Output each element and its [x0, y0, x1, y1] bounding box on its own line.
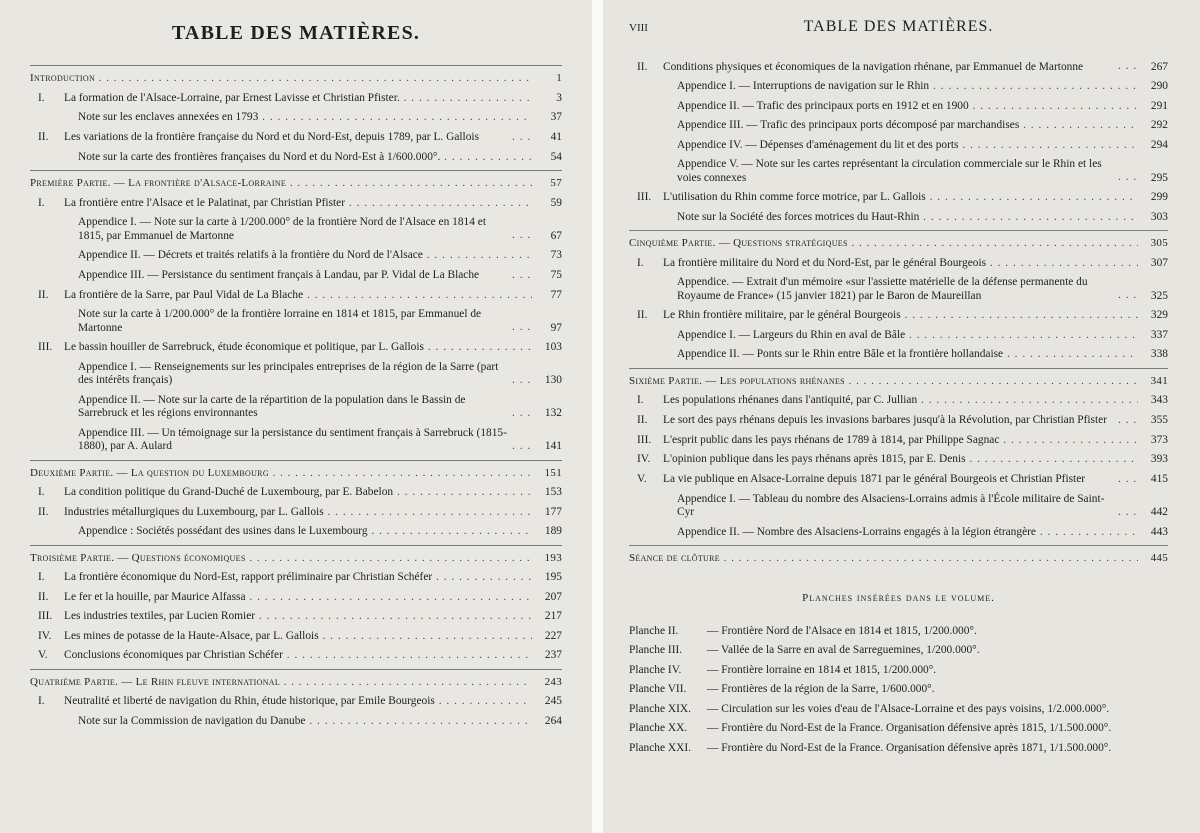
toc-page-number: 295 — [1150, 171, 1168, 184]
toc-entry-text: Appendice III. — Trafic des principaux ports décomposé par marchandises . . . — [677, 119, 1138, 133]
dot-leader — [1118, 414, 1138, 428]
toc-entry-number: I. — [38, 91, 45, 104]
toc-entry — [30, 341, 562, 355]
toc-entry-text: Note sur la Société des forces motrices du Haut-Rhin . . . — [677, 211, 1138, 225]
toc-entry-number: II. — [38, 590, 49, 603]
toc-entry — [30, 695, 562, 709]
section-divider — [629, 230, 1168, 231]
toc-entry-text: Note sur la carte des frontières françaises du Nord et du Nord-Est à 1/600.000°. . . . — [78, 151, 532, 165]
page-header — [629, 0, 1168, 60]
toc-page-number: 57 — [550, 177, 562, 189]
toc-entry-text: La vie publique en Alsace-Lorraine depuis 1871 par le général Bourgeois et Christian Pfister — [663, 473, 1086, 485]
planche-description: — Frontière lorraine en 1814 et 1815, 1/200.000°. — [707, 663, 937, 676]
toc-entry-text: Appendice II. — Ponts sur le Rhin entre Bâle et la frontière hollandaise . . . — [677, 348, 1138, 362]
toc-entry-text: La formation de l'Alsace-Lorraine, par Ernest Lavisse et Christian Pfister. . . . — [64, 92, 532, 106]
planche-item — [629, 739, 1168, 759]
toc-entry-number: I. — [637, 394, 644, 406]
toc-entry-text: Appendice : Sociétés possédant des usines dans le Luxembourg . . . — [78, 525, 532, 539]
toc-entry — [629, 257, 1168, 271]
dot-leader — [512, 131, 532, 145]
page-title: TABLE DES MATIÈRES. — [171, 22, 421, 44]
toc-entry-number: I. — [38, 571, 45, 583]
dot-leader — [1118, 473, 1138, 487]
dot-leader — [512, 407, 532, 421]
toc-page-number: 264 — [544, 714, 562, 727]
toc-entry-text: Le sort des pays rhénans depuis les invasions barbares jusqu'à la Révolution, par Christian Pfister — [663, 414, 1107, 426]
toc-list — [629, 60, 1168, 566]
dot-leader — [1118, 506, 1138, 520]
toc-page-number: 195 — [544, 571, 562, 583]
toc-entry-text: Première Partie. — La frontière d'Alsace-Lorraine . . . — [30, 177, 532, 191]
toc-entry — [30, 92, 562, 106]
toc-entry-number: II. — [637, 309, 648, 321]
planche-name: Planche XX. — [629, 722, 688, 734]
dot-leader — [1118, 289, 1138, 303]
dot-leader — [512, 440, 532, 454]
toc-entry-text: Introduction . . . — [30, 72, 532, 86]
planches-list — [629, 622, 1168, 759]
toc-page-number: 305 — [1150, 237, 1168, 249]
toc-entry — [629, 453, 1168, 467]
toc-page-number: 355 — [1150, 414, 1168, 426]
toc-subentry — [30, 427, 562, 454]
toc-page-number: 237 — [544, 649, 562, 661]
toc-entry-number: I. — [38, 695, 45, 707]
toc-subentry — [629, 158, 1168, 185]
toc-entry — [629, 414, 1168, 428]
toc-page-number: 227 — [544, 629, 562, 642]
toc-entry-text: Quatrième Partie. — Le Rhin fleuve international . . . — [30, 676, 532, 690]
toc-entry-number: II. — [637, 60, 648, 73]
planche-name: Planche VII. — [629, 683, 687, 695]
toc-entry-text: Appendice III. — Un témoignage sur la persistance du sentiment français à Sarrebruck (1815-1880), par A. Aulard — [78, 426, 507, 452]
toc-entry-text: Neutralité et liberté de navigation du Rhin, étude historique, par Emile Bourgeois . . . — [64, 695, 532, 709]
toc-part-heading — [30, 552, 562, 566]
toc-page-number: 373 — [1150, 433, 1168, 446]
toc-entry-text: Les mines de potasse de la Haute-Alsace, par L. Gallois . . . — [64, 630, 532, 644]
toc-entry-number: V. — [38, 649, 48, 661]
toc-entry — [629, 191, 1168, 205]
toc-page-number: 267 — [1150, 60, 1168, 73]
toc-page-number: 132 — [544, 407, 562, 419]
toc-page-number: 37 — [550, 111, 562, 123]
toc-entry — [629, 60, 1168, 74]
toc-entry-text: Cinquième Partie. — Questions stratégiques . . . — [629, 237, 1138, 251]
toc-entry-number: I. — [38, 486, 45, 498]
toc-entry-number: II. — [38, 131, 49, 143]
toc-entry-text: Conditions physiques et économiques de la navigation rhénane, par Emmanuel de Martonne — [663, 60, 1084, 73]
toc-part-heading — [629, 375, 1168, 389]
toc-page-number: 77 — [550, 288, 562, 301]
toc-entry — [30, 289, 562, 303]
toc-entry-text: Appendice I. — Tableau du nombre des Alsaciens-Lorrains admis à l'École militaire de Saint-Cyr — [677, 492, 1105, 518]
toc-page-number: 307 — [1150, 256, 1168, 269]
planche-description: — Frontière du Nord-Est de la France. Organisation défensive après 1815, 1/1.500.000°. — [707, 722, 1112, 734]
toc-entry-text: Appendice I. — Note sur la carte à 1/200.000° de la frontière Nord de l'Alsace en 1814 et 1815, par Emmanuel de Martonne — [78, 216, 486, 242]
toc-page-number: 41 — [550, 131, 562, 143]
planche-item — [629, 719, 1168, 739]
toc-page-number: 245 — [544, 695, 562, 707]
toc-page-number: 217 — [544, 610, 562, 622]
toc-subentry — [30, 151, 562, 165]
toc-page-number: 299 — [1150, 191, 1168, 203]
toc-subentry — [30, 269, 562, 283]
toc-page-number: 442 — [1150, 506, 1168, 518]
toc-subentry — [30, 111, 562, 125]
toc-entry-text: Séance de clôture . . . — [629, 552, 1138, 566]
toc-page-number: 445 — [1150, 552, 1168, 564]
toc-entry — [30, 486, 562, 500]
toc-part-heading — [629, 237, 1168, 251]
toc-entry-text: Appendice II. — Trafic des principaux ports en 1912 et en 1900 . . . — [677, 100, 1138, 114]
toc-page-number: 291 — [1150, 99, 1168, 112]
toc-page-number: 130 — [544, 374, 562, 386]
toc-page-number: 294 — [1150, 138, 1168, 151]
toc-entry-number: III. — [637, 433, 652, 446]
toc-page-number: 75 — [550, 269, 562, 281]
toc-subentry — [629, 100, 1168, 114]
toc-entry-text: Appendice. — Extrait d'un mémoire «sur l'assiette matérielle de la défense permanente du Royaume de France» (15 janvier 1821) par le Baron de Maureillan — [677, 276, 1088, 302]
toc-entry-text: Conclusions économiques par Christian Schéfer . . . — [64, 649, 532, 663]
toc-entry-text: Note sur les enclaves annexées en 1793 . . . — [78, 111, 532, 125]
planche-item — [629, 680, 1168, 700]
toc-entry-text: Note sur la carte à 1/200.000° de la frontière lorraine en 1814 et 1815, par Emmanuel de Martonne — [78, 308, 482, 334]
toc-entry-text: Appendice I. — Largeurs du Rhin en aval de Bâle . . . — [677, 329, 1138, 343]
planche-item — [629, 641, 1168, 661]
toc-entry — [629, 473, 1168, 487]
toc-entry-text: Appendice II. — Décrets et traités relatifs à la frontière du Nord de l'Alsace . . . — [78, 249, 532, 263]
toc-entry — [30, 131, 562, 145]
toc-page-number: 341 — [1150, 374, 1168, 387]
dot-leader — [512, 229, 532, 243]
toc-subentry — [30, 249, 562, 263]
planche-item — [629, 661, 1168, 681]
toc-entry — [30, 197, 562, 211]
toc-entry — [30, 506, 562, 520]
planche-name: Planche XXI. — [629, 741, 691, 754]
toc-page-number: 97 — [550, 321, 562, 334]
toc-page-number: 443 — [1150, 525, 1168, 538]
toc-page-number: 73 — [550, 249, 562, 261]
toc-entry — [30, 610, 562, 624]
page-gutter — [592, 0, 603, 833]
planche-name: Planche II. — [629, 624, 679, 637]
toc-entry-text: Appendice V. — Note sur les cartes représentant la circulation commerciale sur le Rhin et les voies connexes — [677, 158, 1102, 184]
toc-entry-text: Appendice II. — Note sur la carte de la répartition de la population dans le Bassin de Sarrebruck et les régions environnantes — [78, 393, 466, 419]
page-title: TABLE DES MATIÈRES. — [803, 18, 994, 35]
planches-heading: Planches insérées dans le volume. — [802, 591, 995, 604]
toc-entry-number: I. — [637, 256, 644, 269]
toc-entry-text: L'esprit public dans les pays rhénans de 1789 à 1814, par Philippe Sagnac . . . — [663, 434, 1138, 448]
section-divider — [629, 545, 1168, 546]
toc-subentry — [629, 526, 1168, 540]
toc-subentry — [629, 211, 1168, 225]
toc-page-number: 1 — [556, 72, 562, 84]
toc-entry-number: V. — [637, 473, 647, 485]
left-page — [0, 0, 592, 833]
toc-subentry — [629, 348, 1168, 362]
toc-entry-text: Deuxième Partie. — La question du Luxembourg . . . — [30, 467, 532, 481]
toc-entry — [30, 630, 562, 644]
toc-entry-text: Les populations rhénanes dans l'antiquité, par C. Jullian . . . — [663, 394, 1138, 408]
toc-subentry — [30, 525, 562, 539]
toc-entry — [629, 309, 1168, 323]
toc-page-number: 393 — [1150, 453, 1168, 465]
toc-page-number: 141 — [544, 440, 562, 452]
toc-entry-number: IV. — [637, 453, 651, 465]
toc-entry-text: Appendice I. — Interruptions de navigation sur le Rhin . . . — [677, 80, 1138, 94]
page-header — [30, 0, 562, 60]
toc-entry-number: III. — [637, 191, 652, 203]
toc-entry — [30, 591, 562, 605]
right-page — [603, 0, 1200, 833]
toc-page-number: 177 — [544, 505, 562, 518]
section-divider — [30, 545, 562, 546]
toc-entry-text: La condition politique du Grand-Duché de Luxembourg, par E. Babelon . . . — [64, 486, 532, 500]
toc-part-heading — [30, 467, 562, 481]
toc-page-number: 3 — [556, 91, 562, 104]
toc-subentry — [30, 308, 562, 335]
toc-entry — [629, 394, 1168, 408]
toc-entry-text: Les variations de la frontière française du Nord et du Nord-Est, depuis 1789, par L. Gallois — [64, 131, 480, 143]
toc-subentry — [629, 493, 1168, 520]
toc-page-number: 338 — [1150, 348, 1168, 360]
toc-entry-text: Appendice I. — Renseignements sur les principales entreprises de la région de la Sarre (part des intérêts français) — [78, 360, 499, 386]
dot-leader — [512, 269, 532, 283]
planche-name: Planche III. — [629, 644, 683, 656]
toc-entry-text: Sixième Partie. — Les populations rhénanes . . . — [629, 375, 1138, 389]
toc-page-number: 303 — [1150, 210, 1168, 223]
toc-part-heading — [629, 552, 1168, 566]
toc-entry-text: Note sur la Commission de navigation du Danube . . . — [78, 715, 532, 729]
toc-page-number: 329 — [1150, 309, 1168, 321]
toc-subentry — [30, 216, 562, 243]
toc-entry-text: Le fer et la houille, par Maurice Alfassa . . . — [64, 591, 532, 605]
toc-part-heading — [30, 177, 562, 191]
toc-entry-number: III. — [38, 610, 53, 622]
toc-entry — [30, 649, 562, 663]
section-divider — [30, 65, 562, 66]
toc-part-heading — [30, 676, 562, 690]
toc-page-number: 415 — [1150, 473, 1168, 485]
toc-page-number: 151 — [544, 466, 562, 479]
toc-page-number: 290 — [1150, 80, 1168, 92]
toc-entry-text: Troisième Partie. — Questions économiques . . . — [30, 552, 532, 566]
page-number: VIII — [629, 22, 648, 34]
toc-part-heading — [30, 72, 562, 86]
toc-entry-text: Appendice IV. — Dépenses d'aménagement du lit et des ports . . . — [677, 139, 1138, 153]
toc-entry-text: La frontière militaire du Nord et du Nord-Est, par le général Bourgeois . . . — [663, 257, 1138, 271]
toc-page-number: 54 — [550, 150, 562, 163]
toc-entry-text: Industries métallurgiques du Luxembourg, par L. Gallois . . . — [64, 506, 532, 520]
toc-subentry — [629, 139, 1168, 153]
toc-list — [30, 65, 562, 728]
dot-leader — [1118, 171, 1138, 185]
planche-name: Planche XIX. — [629, 702, 691, 715]
section-divider — [30, 460, 562, 461]
toc-page-number: 193 — [544, 551, 562, 564]
toc-entry-text: L'opinion publique dans les pays rhénans après 1815, par E. Denis . . . — [663, 453, 1138, 467]
toc-entry-number: II. — [38, 505, 49, 518]
dot-leader — [1118, 60, 1138, 74]
toc-entry-number: II. — [38, 288, 49, 301]
toc-page-number: 67 — [550, 229, 562, 242]
planche-description: — Frontière du Nord-Est de la France. Organisation défensive après 1871, 1/1.500.000°. — [707, 741, 1112, 754]
toc-subentry — [30, 361, 562, 388]
toc-entry-text: Le bassin houiller de Sarrebruck, étude économique et politique, par L. Gallois . . . — [64, 341, 532, 355]
toc-page-number: 292 — [1150, 119, 1168, 131]
toc-entry — [30, 571, 562, 585]
toc-subentry — [629, 329, 1168, 343]
toc-entry-text: L'utilisation du Rhin comme force motrice, par L. Gallois . . . — [663, 191, 1138, 205]
section-divider — [30, 170, 562, 171]
toc-subentry — [30, 715, 562, 729]
toc-subentry — [629, 119, 1168, 133]
section-divider — [30, 669, 562, 670]
toc-entry-number: III. — [38, 341, 53, 353]
toc-page-number: 103 — [544, 341, 562, 353]
planche-item — [629, 700, 1168, 720]
toc-entry-text: La frontière entre l'Alsace et le Palatinat, par Christian Pfister . . . — [64, 197, 532, 211]
toc-entry — [629, 434, 1168, 448]
toc-page-number: 59 — [550, 196, 562, 209]
toc-subentry — [30, 394, 562, 421]
toc-entry-number: I. — [38, 196, 45, 209]
toc-entry-text: Appendice II. — Nombre des Alsaciens-Lorrains engagés à la légion étrangère . . . — [677, 526, 1138, 540]
toc-entry-text: La frontière de la Sarre, par Paul Vidal de La Blache . . . — [64, 289, 532, 303]
toc-page-number: 189 — [544, 525, 562, 537]
toc-entry-text: La frontière économique du Nord-Est, rapport préliminaire par Christian Schéfer . . . — [64, 571, 532, 585]
toc-entry-number: II. — [637, 414, 648, 426]
toc-entry-text: Appendice III. — Persistance du sentiment français à Landau, par P. Vidal de La Blache — [78, 269, 480, 281]
toc-entry-text: Les industries textiles, par Lucien Romier . . . — [64, 610, 532, 624]
planche-description: — Circulation sur les voies d'eau de l'Alsace-Lorraine et des pays voisins, 1/2.000.000°. — [707, 702, 1110, 715]
planche-description: — Frontière Nord de l'Alsace en 1814 et 1815, 1/200.000°. — [707, 624, 977, 637]
planche-name: Planche IV. — [629, 663, 682, 676]
toc-subentry — [629, 80, 1168, 94]
dot-leader — [512, 321, 532, 335]
section-divider — [629, 368, 1168, 369]
toc-page-number: 343 — [1150, 394, 1168, 406]
planche-description: — Vallée de la Sarre en aval de Sarreguemines, 1/200.000°. — [707, 644, 980, 656]
planche-description: — Frontières de la région de la Sarre, 1/600.000°. — [707, 683, 935, 695]
toc-page-number: 337 — [1150, 328, 1168, 341]
planche-item — [629, 622, 1168, 642]
toc-page-number: 243 — [544, 675, 562, 688]
toc-page-number: 153 — [544, 486, 562, 498]
toc-page-number: 325 — [1150, 289, 1168, 302]
dot-leader — [512, 374, 532, 388]
toc-page-number: 207 — [544, 590, 562, 603]
toc-subentry — [629, 276, 1168, 303]
toc-entry-number: IV. — [38, 629, 52, 642]
toc-entry-text: Le Rhin frontière militaire, par le général Bourgeois . . . — [663, 309, 1138, 323]
